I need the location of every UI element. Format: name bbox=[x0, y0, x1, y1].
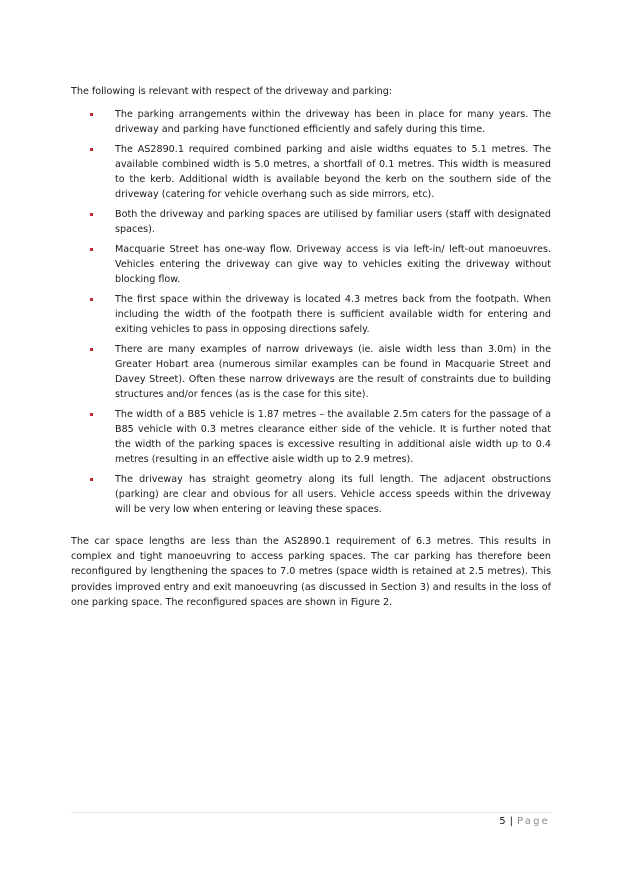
bullet-text: The driveway has straight geometry along its full length. The adjacent obstructions (parking) are clear and obvious for all users. Vehicle access speeds within the driveway will be very low when entering or leaving these spaces. bbox=[115, 474, 551, 515]
body-paragraph: The car space lengths are less than the AS2890.1 requirement of 6.3 metres. This results in complex and tight manoeuvring to access parking spaces. The car parking has therefore been reconfigured by lengthening the spaces to 7.0 metres (space width is retained at 2.5 metres). This provides improved entry and exit manoeuvring (as discussed in Section 3) and results in the loss of one parking space. The reconfigured spaces are shown in Figure 2. bbox=[71, 536, 551, 608]
bullet-item bbox=[71, 292, 551, 337]
bullet-marker-icon bbox=[90, 413, 93, 416]
bullet-text: The first space within the driveway is located 4.3 metres back from the footpath. When including the width of the footpath there is sufficient available width for entering and exiting vehicles to pass in opposing directions safely. bbox=[115, 294, 551, 335]
footer-separator: | bbox=[509, 816, 513, 827]
footer-divider bbox=[71, 812, 551, 813]
bullet-text: Macquarie Street has one-way flow. Driveway access is via left-in/ left-out manoeuvres. Vehicles entering the driveway can give way to vehicles exiting the driveway without blocking flow. bbox=[115, 244, 551, 285]
bullet-text: Both the driveway and parking spaces are utilised by familiar users (staff with designated spaces). bbox=[115, 209, 551, 235]
bullet-marker-icon bbox=[90, 348, 93, 351]
bullet-item bbox=[71, 407, 551, 467]
bullet-item bbox=[71, 207, 551, 237]
page-number: 5 bbox=[499, 816, 506, 827]
bullet-text: The AS2890.1 required combined parking and aisle widths equates to 5.1 metres. The available combined width is 5.0 metres, a shortfall of 0.1 metres. This width is measured to the kerb. Additional width is available beyond the kerb on the southern side of the driveway (catering for vehicle overhang such as side mirrors, etc). bbox=[115, 144, 551, 200]
bullet-item bbox=[71, 107, 551, 137]
bullet-list bbox=[71, 107, 551, 522]
bullet-item bbox=[71, 142, 551, 202]
bullet-marker-icon bbox=[90, 478, 93, 481]
bullet-marker-icon bbox=[90, 148, 93, 151]
bullet-item bbox=[71, 242, 551, 287]
page-footer bbox=[499, 815, 550, 829]
bullet-text: There are many examples of narrow driveways (ie. aisle width less than 3.0m) in the Greater Hobart area (numerous similar examples can be found in Macquarie Street and Davey Street). Often these narrow driveways are the result of constraints due to building structures and/or fences (as is the case for this site). bbox=[115, 344, 551, 400]
bullet-marker-icon bbox=[90, 298, 93, 301]
bullet-marker-icon bbox=[90, 248, 93, 251]
bullet-marker-icon bbox=[90, 113, 93, 116]
bullet-text: The parking arrangements within the driveway has been in place for many years. The driveway and parking have functioned efficiently and safely during this time. bbox=[115, 109, 551, 135]
bullet-marker-icon bbox=[90, 213, 93, 216]
page-label: Page bbox=[516, 816, 550, 827]
intro-text: The following is relevant with respect of the driveway and parking: bbox=[71, 86, 393, 97]
bullet-item bbox=[71, 342, 551, 402]
bullet-text: The width of a B85 vehicle is 1.87 metres – the available 2.5m caters for the passage of a B85 vehicle with 0.3 metres clearance either side of the vehicle. It is further noted that the width of the parking spaces is excessive resulting in additional aisle width up to 0.4 metres (resulting in an effective aisle width up to 2.9 metres). bbox=[115, 409, 551, 465]
bullet-item bbox=[71, 472, 551, 517]
